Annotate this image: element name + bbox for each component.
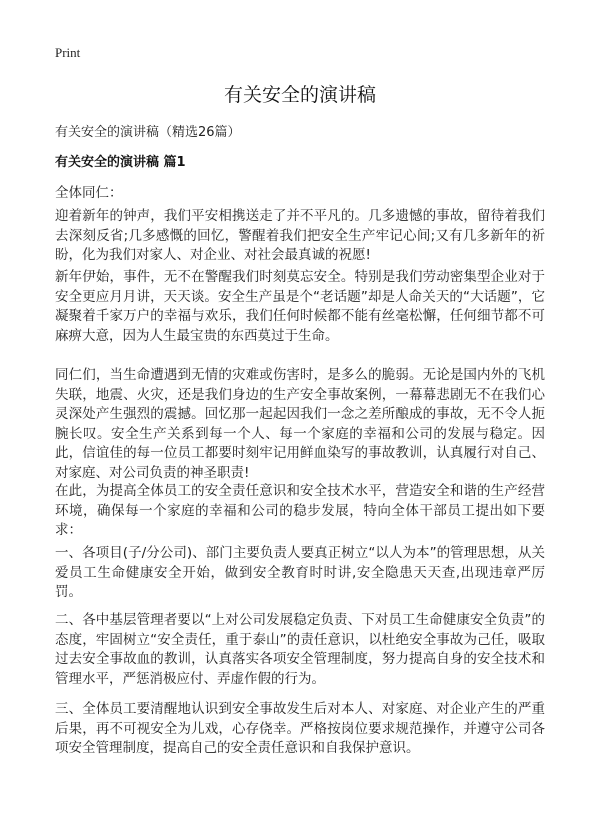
- document-subtitle: 有关安全的演讲稿（精选26篇）: [55, 125, 241, 140]
- document-title: 有关安全的演讲稿: [223, 84, 376, 106]
- paragraph: 迎着新年的钟声，我们平安相携送走了并不平凡的。几多遗憾的事故，留待着我们去深刻反省;几多感慨的回忆，警醒着我们把安全生产牢记心间;又有几多新年的祈盼，化为我们对家人、对企业、对社会最真诚的祝愿!: [55, 208, 545, 263]
- salutation: 全体同仁：: [55, 185, 123, 201]
- paragraph: 新年伊始，事件，无不在警醒我们时刻莫忘安全。特别是我们劳动密集型企业对于安全更应月月讲，天天谈。安全生产虽是个“老话题”却是人命关天的“大话题”，它凝聚着千家万户的幸福与欢乐，我们任何时候都不能有丝毫松懈，任何细节都不可麻痹大意，因为人生最宝贵的东西莫过于生命。: [55, 269, 545, 344]
- paragraph: 在此，为提高全体员工的安全责任意识和安全技术水平，营造安全和谐的生产经营环境，确保每一个家庭的幸福和公司的稳步发展，特向全体干部员工提出如下要求：: [55, 483, 545, 538]
- paragraph: 一、各项目(子/分公司)、部门主要负责人要真正树立“以人为本”的管理思想，从关爱员工生命健康安全开始，做到安全教育时时讲,安全隐患天天查,出现违章严厉罚。: [55, 545, 545, 600]
- paragraph: 同仁们，当生命遭遇到无情的灾难或伤害时，是多么的脆弱。无论是国内外的飞机失联，地震、火灾，还是我们身边的生产安全事故案例，一幕幕悲剧无不在我们心灵深处产生强烈的震撼。回忆那一起起因我们一念之差所酿成的事故，无不令人扼腕长叹。安全生产关系到每一个人、每一个家庭的幸福和公司的发展与稳定。因此，信谊佳的每一位员工都要时刻牢记用鲜血染写的事故教训，认真履行对自己、对家庭、对公司负责的神圣职责!: [55, 367, 545, 481]
- section-heading: 有关安全的演讲稿 篇1: [55, 155, 186, 170]
- print-link[interactable]: Print: [55, 45, 81, 60]
- paragraph: 二、各中基层管理者要以“上对公司发展稳定负责、下对员工生命健康安全负责”的态度，牢固树立“安全责任，重于泰山”的责任意识，以杜绝安全事故为己任，吸取过去安全事故血的教训，认真落实各项安全管理制度，努力提高自身的安全技术和管理水平，严惩消极应付、弄虚作假的行为。: [55, 612, 545, 687]
- paragraph: 三、全体员工要清醒地认识到安全事故发生后对本人、对家庭、对企业产生的严重后果，再不可视安全为儿戏，心存侥幸。严格按岗位要求规范操作，并遵守公司各项安全管理制度，提高自己的安全责任意识和自我保护意识。: [55, 701, 545, 756]
